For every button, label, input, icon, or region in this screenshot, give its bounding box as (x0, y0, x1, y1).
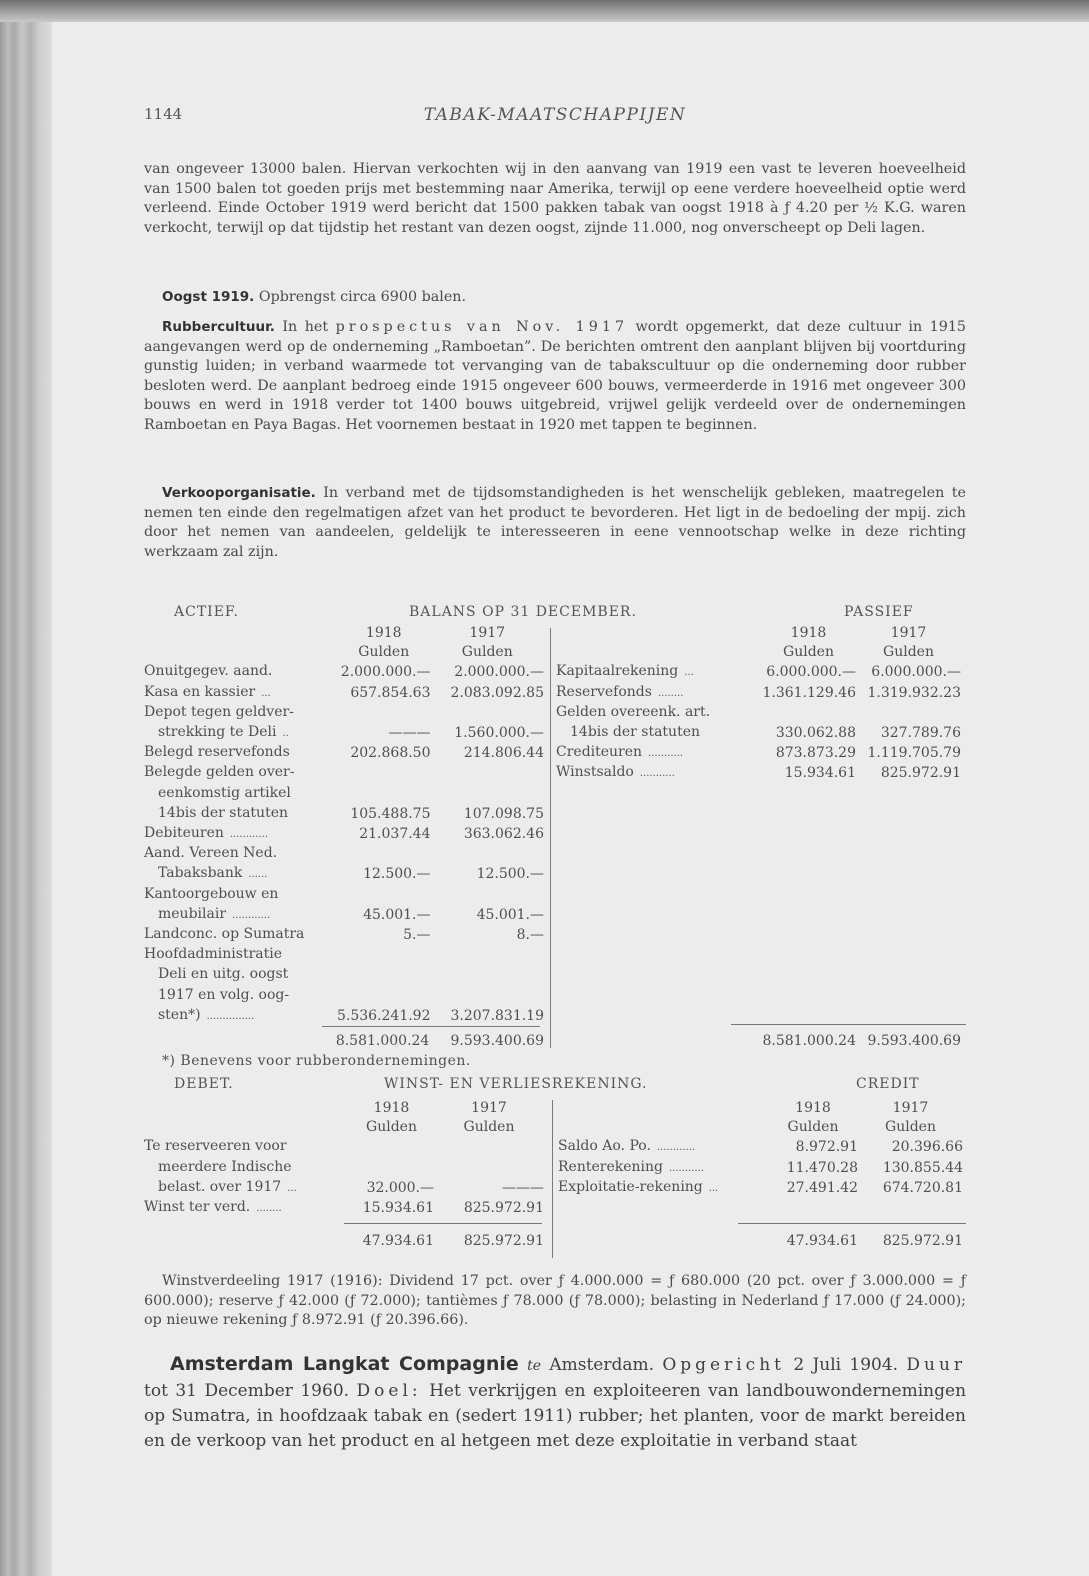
debet-total-row (144, 1232, 544, 1251)
value-1917: 674.720.81 (882, 1179, 963, 1196)
row-label: Winstsaldo (556, 764, 634, 781)
table-row (144, 986, 544, 1006)
value-1917: 12.500.— (476, 866, 544, 883)
leader-dots: ........ (256, 1203, 282, 1215)
value-1917 (431, 885, 545, 905)
value-1918: ——— (388, 725, 431, 742)
year-1918: 1918 (790, 625, 827, 641)
table-row (558, 1158, 963, 1178)
value-1917 (431, 784, 545, 804)
table-row (144, 965, 544, 985)
value-1917 (431, 965, 545, 985)
unit-label: Gulden (366, 1119, 417, 1136)
winstverdeeling-paragraph: Winstverdeeling 1917 (1916): Dividend 17 pct. over ƒ 4.000.000 = ƒ 680.000 (20 pct. over ƒ 3.000.000 = ƒ 600.000); reserve ƒ 42.000 (ƒ 72.000); tantièmes ƒ 78.000 (ƒ 78.000); belasting in Nederland ƒ 17.000 (ƒ 24.000); op nieuwe rekening ƒ 8.972.91 (ƒ 20.396.66). (144, 1273, 966, 1329)
table-row (558, 1178, 963, 1198)
year-1917: 1917 (471, 1100, 507, 1116)
value-1917: ——— (502, 1179, 544, 1196)
langkat-duur-label: Duur (906, 1355, 967, 1375)
table-row (144, 683, 544, 703)
row-label-cell (144, 1158, 349, 1178)
winstverdeeling-section (144, 1272, 966, 1331)
value-1918: 15.934.61 (784, 765, 856, 782)
balans-heading-row (144, 604, 966, 624)
table-row (144, 703, 544, 723)
balans-passief-label: PASSIEF (844, 604, 914, 620)
value-1917 (434, 1137, 544, 1157)
leader-dots: ... (261, 687, 271, 699)
value-1917: 3.207.831.19 (450, 1007, 544, 1024)
table-row (144, 925, 544, 945)
table-row (144, 824, 544, 844)
year-1918: 1918 (795, 1100, 831, 1116)
winst-debet (144, 1099, 544, 1249)
value-1918: 12.500.— (363, 866, 431, 883)
credit-total-1918: 47.934.61 (786, 1233, 858, 1249)
unit-label: Gulden (783, 644, 834, 661)
langkat-opgericht-label: Opgericht (662, 1355, 785, 1375)
rubber-prospectus-ref: prospectus van Nov. 1917 (335, 319, 629, 335)
running-title: TABAK-MAATSCHAPPIJEN (423, 105, 687, 125)
value-1918 (349, 1137, 434, 1157)
row-label-cell (144, 864, 337, 884)
table-row (144, 743, 544, 763)
row-label: Winst ter verd. (144, 1199, 251, 1216)
balans-title: BALANS OP 31 DECEMBER. (409, 604, 637, 620)
row-label: Gelden overeenk. art. (556, 703, 711, 720)
value-1917: 8.— (516, 927, 544, 944)
intro-section (144, 160, 966, 238)
winst-credit (558, 1099, 966, 1249)
value-1918: 5.536.241.92 (336, 1007, 431, 1024)
rubber-heading: Rubbercultuur. (162, 319, 275, 335)
value-1917 (431, 844, 545, 864)
row-label-cell (144, 804, 337, 824)
row-label: Kantoorgebouw en (144, 885, 279, 902)
row-label-cell (144, 824, 337, 844)
verkoop-paragraph (144, 484, 966, 562)
value-1917: 825.972.91 (880, 765, 961, 782)
year-1917: 1917 (469, 625, 506, 641)
value-1918 (761, 703, 856, 723)
value-1918 (337, 965, 431, 985)
row-label-cell (558, 1178, 768, 1198)
row-label-cell (144, 986, 337, 1006)
leader-dots: .. (282, 728, 289, 740)
row-label: Hoofdadministratie (144, 946, 283, 963)
row-label-cell (144, 662, 337, 682)
value-1917 (434, 1158, 544, 1178)
value-1917: 2.000.000.— (454, 664, 544, 681)
row-label-cell (144, 1006, 337, 1026)
row-label: Debiteuren (144, 825, 224, 842)
row-label: eenkomstig artikel (158, 784, 291, 801)
langkat-opgericht-value: 2 Juli 1904. (793, 1355, 899, 1375)
langkat-paragraph (144, 1352, 966, 1454)
row-label-cell (144, 945, 337, 965)
table-row (144, 1178, 544, 1198)
leader-dots: ...... (248, 869, 268, 881)
value-1918: 105.488.75 (350, 805, 431, 822)
row-label: sten*) (158, 1006, 201, 1023)
row-label: Crediteuren (556, 744, 643, 761)
row-label-cell (144, 743, 337, 763)
row-label: meubilair (158, 905, 227, 922)
table-row (144, 784, 544, 804)
oogst-text: Opbrengst circa 6900 balen. (258, 289, 467, 305)
rubber-text-before: In het (282, 319, 329, 335)
actief-total-row (144, 1032, 544, 1051)
value-1918: 27.491.42 (786, 1179, 858, 1196)
value-1918: 32.000.— (366, 1179, 434, 1196)
table-row (144, 662, 544, 682)
table-row (556, 723, 961, 743)
table-row (144, 905, 544, 925)
value-1918 (337, 703, 431, 723)
unit-label: Gulden (883, 644, 934, 661)
row-label-cell (144, 1137, 349, 1157)
row-label: belast. over 1917 (158, 1178, 282, 1195)
rubber-paragraph (144, 318, 966, 436)
unit-header-row (144, 1118, 544, 1137)
intro-paragraph: van ongeveer 13000 balen. Hiervan verkochten wij in den aanvang van 1919 een vast te leveren hoeveelheid van 1500 balen tot goeden prijs met bestemming naar Amerika, terwijl op eene verdere hoeveelheid optie werd verleend. Einde October 1919 werd bericht dat 1500 pakken tabak van oogst 1918 à ƒ 4.20 per ½ K.G. waren verkocht, terwijl op dat tijdstip het restant van dezen oogst, zijnde 11.000, nog onverscheept op Deli lagen. (144, 161, 966, 236)
row-label: strekking te Deli (158, 724, 277, 741)
table-row (558, 1137, 963, 1157)
row-label: meerdere Indische (158, 1158, 292, 1175)
row-label-cell (556, 743, 761, 763)
debet-total-1918: 47.934.61 (362, 1233, 434, 1249)
row-label: Reservefonds (556, 683, 652, 700)
leader-dots: ............ (656, 1142, 696, 1154)
balans-actief (144, 624, 544, 1049)
leader-dots: ............... (206, 1010, 255, 1022)
value-1918 (337, 945, 431, 965)
verkoop-heading: Verkooporganisatie. (162, 485, 316, 501)
balans-footnote-row (144, 1050, 966, 1069)
page-header (144, 105, 966, 135)
row-label: Aand. Vereen Ned. (144, 845, 278, 862)
year-header-row (144, 1099, 544, 1118)
table-row (556, 743, 961, 763)
table-row (144, 864, 544, 884)
unit-label: Gulden (463, 1119, 515, 1136)
langkat-doel-label: Doel: (356, 1381, 422, 1401)
unit-header-row (144, 643, 544, 662)
unit-label: Gulden (358, 644, 410, 661)
row-label-cell (144, 844, 337, 864)
row-label-cell (144, 885, 337, 905)
leader-dots: ........ (657, 687, 684, 699)
value-1917: 2.083.092.85 (450, 684, 544, 701)
balans-actief-label: ACTIEF. (174, 604, 239, 620)
value-1918: 2.000.000.— (340, 664, 431, 681)
row-label-cell (556, 723, 761, 743)
value-1918: 202.868.50 (350, 745, 431, 762)
value-1917: 6.000.000.— (871, 664, 961, 681)
row-label-cell (144, 905, 337, 925)
table-row (144, 1158, 544, 1178)
row-label: Saldo Ao. Po. (558, 1138, 651, 1155)
page-number: 1144 (144, 105, 183, 123)
row-label: Belegde gelden over- (144, 764, 295, 781)
value-1917: 327.789.76 (880, 725, 961, 742)
actief-total-1918: 8.581.000.24 (335, 1033, 430, 1049)
row-label: Belegd reservefonds (144, 744, 290, 761)
row-label: 1917 en volg. oog- (158, 986, 290, 1003)
value-1917 (431, 763, 545, 783)
value-1917 (431, 703, 545, 723)
leader-dots: ............ (232, 909, 271, 921)
table-row (144, 1137, 544, 1157)
value-1917 (431, 945, 545, 965)
credit-total-row (558, 1232, 963, 1251)
table-row (556, 662, 961, 682)
value-1918: 11.470.28 (786, 1159, 858, 1176)
value-1918: 657.854.63 (350, 684, 431, 701)
value-1917: 1.319.932.23 (867, 684, 961, 701)
passief-total-rule (731, 1024, 966, 1025)
value-1918: 873.873.29 (775, 745, 856, 762)
table-row (556, 763, 961, 783)
row-label-cell (144, 784, 337, 804)
value-1917: 107.098.75 (463, 805, 544, 822)
table-row (144, 885, 544, 905)
passief-total-row (556, 1032, 961, 1051)
table-row (144, 804, 544, 824)
leader-dots: ........... (668, 1162, 704, 1174)
langkat-company-name: Amsterdam Langkat Compagnie (170, 1353, 519, 1375)
year-header-row (558, 1099, 963, 1118)
value-1917 (431, 986, 545, 1006)
row-label-cell (144, 723, 337, 743)
year-1917: 1917 (890, 625, 927, 641)
actief-total-rule (322, 1026, 540, 1027)
actief-total-1917: 9.593.400.69 (450, 1033, 544, 1049)
row-label: Renterekening (558, 1158, 663, 1175)
row-label-cell (556, 662, 761, 682)
langkat-section (144, 1352, 966, 1454)
leader-dots: ... (684, 667, 694, 679)
langkat-duur-value: tot 31 December 1960. (144, 1381, 350, 1401)
row-label-cell (556, 703, 761, 723)
row-label: Tabaksbank (158, 865, 243, 882)
value-1918 (337, 986, 431, 1006)
row-label-cell (144, 1198, 349, 1218)
year-1917: 1917 (892, 1100, 929, 1116)
leader-dots: ... (708, 1182, 719, 1194)
row-label-cell (556, 763, 761, 783)
year-1918: 1918 (373, 1100, 410, 1116)
value-1917: 130.855.44 (882, 1159, 963, 1176)
langkat-te: te (527, 1358, 542, 1374)
table-row (144, 1198, 544, 1218)
row-label: Te reserveeren voor (144, 1138, 287, 1155)
row-label-cell (144, 965, 337, 985)
credit-total-1917: 825.972.91 (882, 1233, 963, 1249)
value-1918: 45.001.— (363, 906, 431, 923)
value-1918: 330.062.88 (775, 725, 856, 742)
rubber-text-after: wordt opgemerkt, dat deze cultuur in 1915 aangevangen werd op de onderneming „Ramboetan”. De berichten omtrent den aanplant blijven bij voortduring gunstig luiden; in verband waarmede tot vervanging van de tabakscultuur op die onderneming door rubber besloten werd. De aanplant bedroeg einde 1915 ongeveer 600 bouws, vermeerderde in 1916 met ongeveer 300 bouws en werd in 1918 verder tot 1400 bouws uitgebreid, vrijwel gelijk verdeeld over de ondernemingen Ramboetan en Paya Bagas. Het voornemen bestaat in 1920 met tappen te beginnen. (144, 319, 967, 433)
row-label-cell (144, 1178, 349, 1198)
winst-credit-label: CREDIT (856, 1076, 920, 1092)
row-label-cell (558, 1137, 768, 1157)
value-1917: 1.560.000.— (454, 725, 544, 742)
row-label-cell (144, 925, 337, 945)
value-1918: 1.361.129.46 (762, 684, 856, 701)
value-1918: 21.037.44 (359, 826, 431, 843)
value-1917: 214.806.44 (463, 745, 544, 762)
row-label: Landconc. op Sumatra (144, 926, 305, 943)
passief-total-1917: 9.593.400.69 (867, 1033, 961, 1049)
verkoop-section (144, 484, 966, 562)
value-1917: 20.396.66 (891, 1139, 963, 1156)
balans-passief (556, 624, 966, 1049)
value-1917: 825.972.91 (463, 1200, 544, 1217)
table-row (144, 1006, 544, 1026)
winst-debet-table (144, 1099, 544, 1218)
unit-header-row (556, 643, 961, 662)
value-1917 (856, 703, 961, 723)
value-1918: 8.972.91 (795, 1139, 858, 1156)
balans-footnote: *) Benevens voor rubberondernemingen. (162, 1053, 471, 1069)
langkat-doel-value: Het verkrijgen en exploiteeren van landbouwondernemingen op Sumatra, in hoofdzaak tabak en (sedert 1911) rubber; het planten, voor de markt bereiden en de verkoop van het product en al hetgeen met deze exploitatie in verband staat (144, 1381, 967, 1451)
table-row (144, 844, 544, 864)
unit-label: Gulden (461, 644, 513, 661)
balans-passief-table (556, 624, 961, 784)
langkat-city: Amsterdam. (549, 1355, 655, 1375)
row-label-cell (556, 683, 761, 703)
row-label-cell (558, 1158, 768, 1178)
row-label: Kasa en kassier (144, 683, 256, 700)
verkoop-text: In verband met de tijdsomstandigheden is het wenschelijk gebleken, maatregelen te nemen ten einde den regelmatigen afzet van het product te bevorderen. Het ligt in de bedoeling der mpij. zich door het nemen van aandeelen, geldelijk te interesseeren in eene vennootschap welke in deze richting werkzaam zal zijn. (144, 485, 967, 560)
winst-credit-table (558, 1099, 963, 1198)
oogst-heading: Oogst 1919. (162, 289, 255, 305)
table-row (556, 683, 961, 703)
oogst-section (144, 288, 966, 308)
credit-total-rule (738, 1223, 966, 1224)
value-1918 (337, 784, 431, 804)
value-1918 (337, 763, 431, 783)
value-1918: 6.000.000.— (766, 664, 856, 681)
row-label-cell (144, 703, 337, 723)
value-1918 (337, 844, 431, 864)
leader-dots: ........... (648, 748, 684, 760)
row-label: 14bis der statuten (570, 724, 701, 741)
table-row (144, 945, 544, 965)
value-1917: 1.119.705.79 (867, 745, 961, 762)
value-1918: 5.— (403, 927, 431, 944)
balans-actief-table (144, 624, 544, 1026)
debet-total-1917: 825.972.91 (463, 1233, 544, 1249)
oogst-paragraph (144, 288, 966, 308)
leader-dots: ............ (229, 829, 269, 841)
row-label: Depot tegen geldver- (144, 703, 294, 720)
value-1917: 363.062.46 (463, 826, 544, 843)
value-1918: 15.934.61 (362, 1200, 434, 1217)
scan-top-edge (0, 0, 1089, 22)
row-label-cell (144, 763, 337, 783)
row-label: 14bis der statuten (158, 804, 289, 821)
winst-column-divider (552, 1100, 553, 1258)
value-1918 (349, 1158, 434, 1178)
winst-heading-row (144, 1076, 966, 1096)
winst-debet-label: DEBET. (174, 1076, 234, 1092)
row-label-cell (144, 683, 337, 703)
passief-total-1918: 8.581.000.24 (762, 1033, 856, 1049)
row-label: Deli en uitg. oogst (158, 966, 289, 983)
row-label: Kapitaalrekening (556, 663, 679, 680)
book-binding-edge (0, 0, 52, 1576)
balans-column-divider (550, 628, 551, 1048)
unit-label: Gulden (885, 1119, 936, 1136)
value-1918 (337, 885, 431, 905)
leader-dots: ... (287, 1182, 297, 1194)
table-row (144, 723, 544, 743)
leader-dots: ........... (639, 768, 675, 780)
winst-title: WINST- EN VERLIESREKENING. (384, 1076, 648, 1092)
rubber-section (144, 318, 966, 436)
row-label: Onuitgegev. aand. (144, 663, 273, 680)
year-1918: 1918 (365, 625, 402, 641)
table-row (556, 703, 961, 723)
table-row (144, 763, 544, 783)
value-1917: 45.001.— (476, 906, 544, 923)
year-header-row (144, 624, 544, 643)
unit-label: Gulden (787, 1119, 839, 1136)
unit-header-row (558, 1118, 963, 1137)
year-header-row (556, 624, 961, 643)
row-label: Exploitatie-rekening (558, 1178, 703, 1195)
debet-total-rule (344, 1223, 542, 1224)
